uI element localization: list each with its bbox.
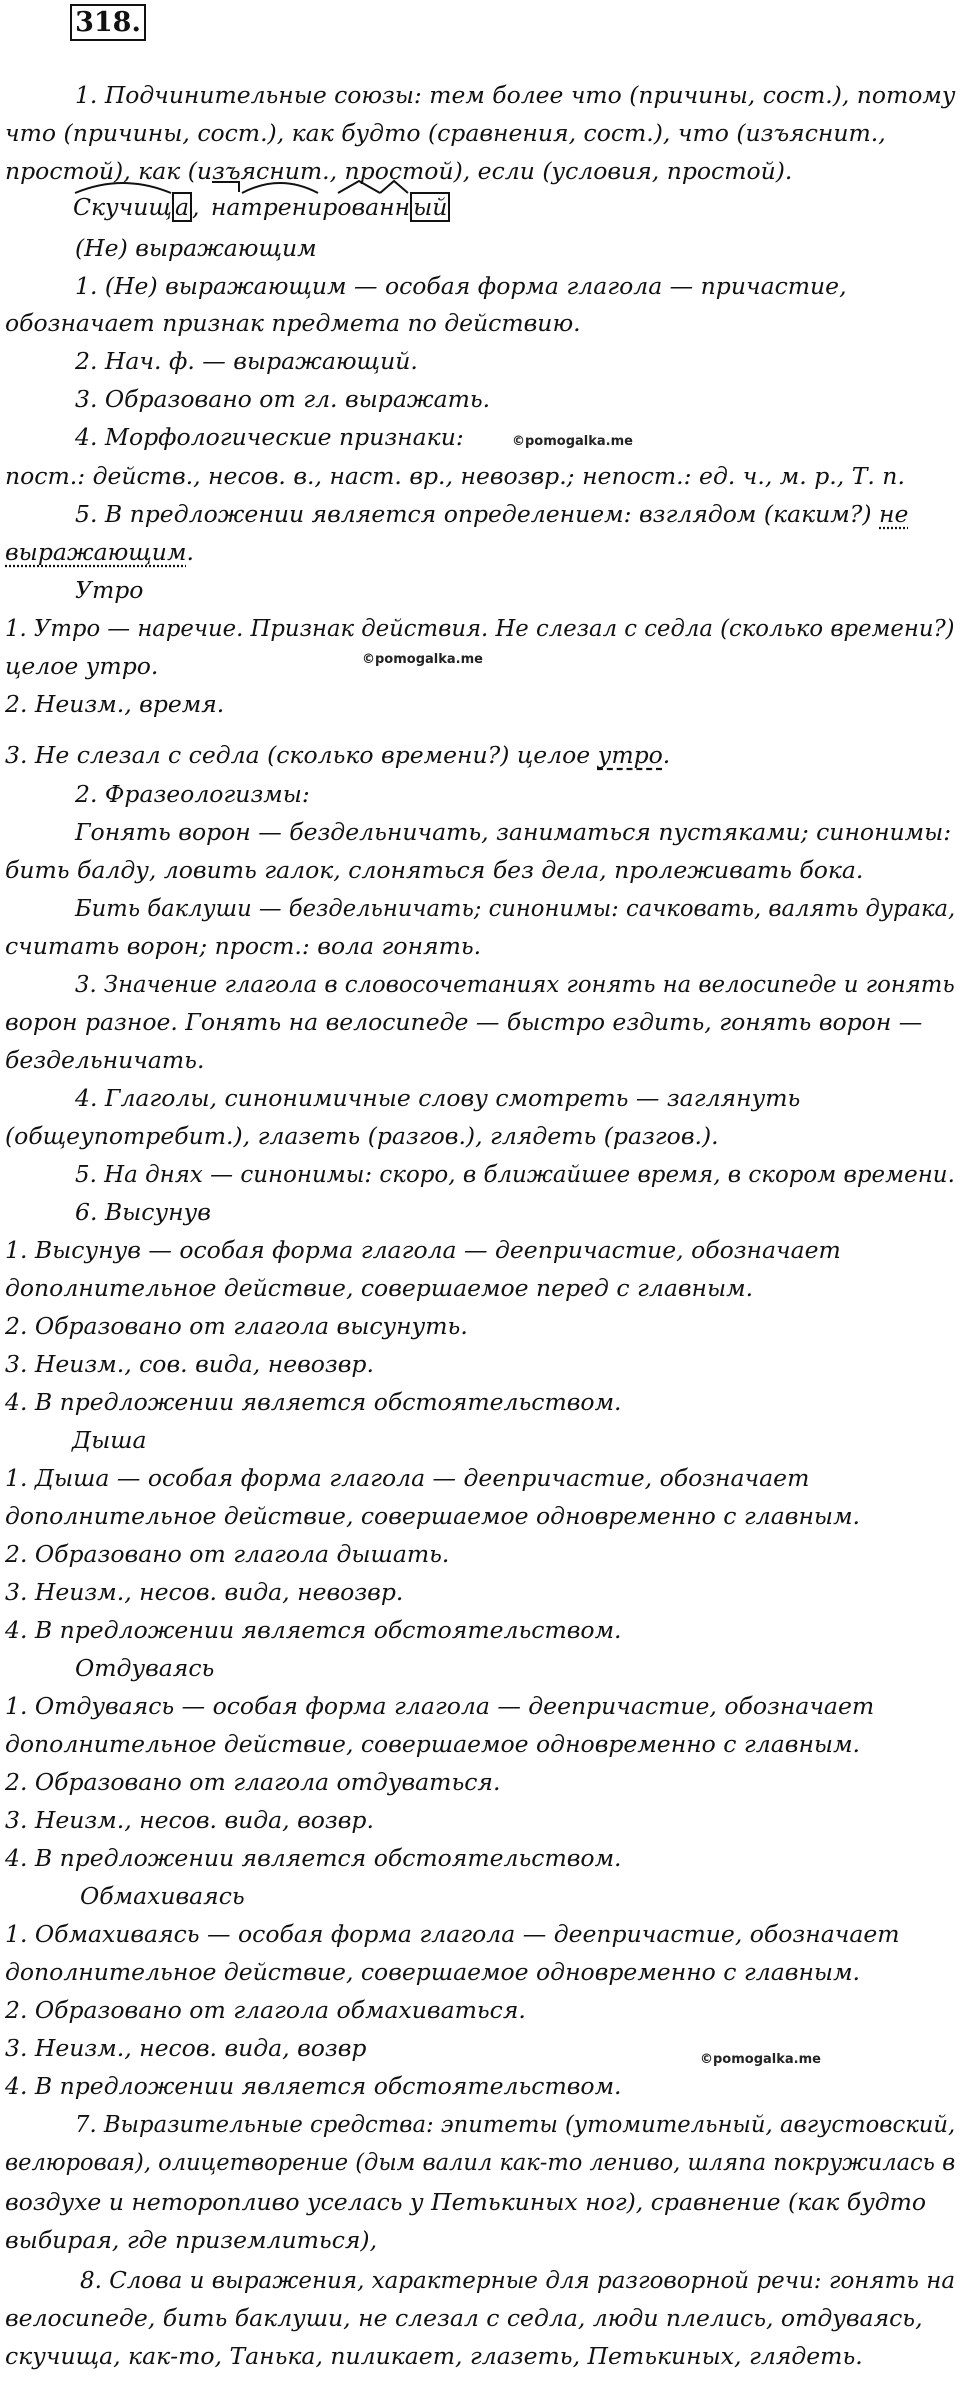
analysis-ending-2: ый <box>410 192 450 222</box>
text-line: дополнительное действие, совершаемое перед с главным. <box>5 1274 754 1302</box>
text-line: Отдуваясь <box>75 1654 215 1682</box>
text-line: выражающим. <box>5 538 194 566</box>
text-line: Бить баклуши — бездельничать; синонимы: сачковать, валять дурака, <box>75 894 956 922</box>
exercise-number: 318. <box>70 4 146 41</box>
text-line: 5. В предложении является определением: взглядом (каким?) не <box>75 500 909 528</box>
text-line: 4. В предложении является обстоятельством. <box>5 1616 622 1644</box>
analysis-ending-1: а <box>172 192 192 222</box>
text-line: 4. Морфологические признаки: <box>75 423 464 451</box>
text-line: целое утро. <box>5 652 159 680</box>
text-line: 2. Образовано от глагола отдуваться. <box>5 1768 501 1796</box>
text-line: Дыша <box>72 1426 147 1454</box>
text-line: скучища, как-то, Танька, пиликает, глазеть, Петькиных, глядеть. <box>5 2342 863 2370</box>
analysis-prefix-2: на <box>211 193 241 221</box>
text-line: 1. (Не) выражающим — особая форма глагола — причастие, <box>75 272 847 300</box>
text-line: (общеупотребит.), глазеть (разгов.), глядеть (разгов.). <box>5 1122 719 1150</box>
text-line: 3. Значение глагола в словосочетаниях гонять на велосипеде и гонять <box>75 970 955 998</box>
text-line: (Не) выражающим <box>75 234 317 262</box>
text-line: 4. Глаголы, синонимичные слову смотреть — заглянуть <box>75 1084 801 1112</box>
text-line: 6. Высунув <box>75 1198 211 1226</box>
text-line: что (причины, сост.), как будто (сравнения, сост.), что (изъяснит., <box>5 119 886 147</box>
text-line: 2. Образовано от глагола дышать. <box>5 1540 450 1568</box>
text-line: 2. Образовано от глагола обмахиваться. <box>5 1996 526 2024</box>
text-line: 3. Образовано от гл. выражать. <box>75 385 491 413</box>
word-analysis <box>73 192 450 222</box>
analysis-root-2: тренир <box>240 193 337 221</box>
text-line: 4. В предложении является обстоятельством. <box>5 1844 622 1872</box>
text-line: 7. Выразительные средства: эпитеты (утомительный, августовский, <box>75 2110 956 2138</box>
text-line: 8. Слова и выражения, характерные для разговорной речи: гонять на <box>80 2266 956 2294</box>
text-line: дополнительное действие, совершаемое одновременно с главным. <box>5 1730 861 1758</box>
watermark: ©pomogalka.me <box>700 2052 821 2067</box>
text-line: простой), как (изъяснит., простой), если (условия, простой). <box>5 157 793 185</box>
text-line: Гонять ворон — бездельничать, заниматься пустяками; синонимы: <box>75 818 952 846</box>
text-line: ворон разное. Гонять на велосипеде — быстро ездить, гонять ворон — <box>5 1008 923 1036</box>
text-line: 1. Утро — наречие. Признак действия. Не слезал с седла (сколько времени?) <box>5 614 955 642</box>
watermark: ©pomogalka.me <box>512 434 633 449</box>
underlined-word: утро <box>597 741 663 769</box>
text-line: Обмахиваясь <box>80 1882 245 1910</box>
text-line: обозначает признак предмета по действию. <box>5 309 581 337</box>
analysis-separator: , <box>191 193 200 221</box>
watermark: ©pomogalka.me <box>362 652 483 667</box>
text-line: 2. Неизм., время. <box>5 690 225 718</box>
text-line: дополнительное действие, совершаемое одновременно с главным. <box>5 1958 861 1986</box>
text-line: выбирая, где приземлиться), <box>5 2226 378 2254</box>
analysis-root-1: Скучищ <box>73 193 172 221</box>
text-line: 5. На днях — синонимы: скоро, в ближайшее время, в скором времени. <box>75 1160 955 1188</box>
text-line: 1. Высунув — особая форма глагола — деепричастие, обозначает <box>5 1236 841 1264</box>
text-line: велюровая), олицетворение (дым валил как-то лениво, шляпа покружилась в <box>5 2148 956 2176</box>
analysis-suffix2-2: нн <box>379 193 410 221</box>
text-line: воздухе и неторопливо уселась у Петькиных ног), сравнение (как будто <box>5 2188 927 2216</box>
text-line: пост.: действ., несов. в., наст. вр., невозвр.; непост.: ед. ч., м. р., Т. п. <box>5 462 905 490</box>
text-line: 1. Обмахиваясь — особая форма глагола — деепричастие, обозначает <box>5 1920 900 1948</box>
text-line: 2. Нач. ф. — выражающий. <box>75 347 418 375</box>
text-line: считать ворон; прост.: вола гонять. <box>5 932 482 960</box>
text-line: 3. Неизм., несов. вида, возвр. <box>5 1806 374 1834</box>
text-line: бить балду, ловить галок, слоняться без дела, пролеживать бока. <box>5 856 864 884</box>
text-line: 1. Отдуваясь — особая форма глагола — деепричастие, обозначает <box>5 1692 875 1720</box>
text-line: Утро <box>75 576 144 604</box>
text-line: 2. Фразеологизмы: <box>75 780 310 808</box>
underlined-word: не <box>879 500 909 528</box>
text-line: 4. В предложении является обстоятельством. <box>5 2072 622 2100</box>
text-line: 3. Неизм., сов. вида, невозвр. <box>5 1350 374 1378</box>
underlined-word: выражающим <box>5 538 187 566</box>
text-line: 1. Дыша — особая форма глагола — деепричастие, обозначает <box>5 1464 810 1492</box>
text-line: 3. Неизм., несов. вида, невозвр. <box>5 1578 404 1606</box>
analysis-suffix-2: ова <box>337 193 379 221</box>
text-line: 1. Подчинительные союзы: тем более что (причины, сост.), потому <box>75 81 956 109</box>
text-line: дополнительное действие, совершаемое одновременно с главным. <box>5 1502 861 1530</box>
text-line: велосипеде, бить баклуши, не слезал с седла, люди плелись, отдуваясь, <box>5 2304 923 2332</box>
text-line: 2. Образовано от глагола высунуть. <box>5 1312 468 1340</box>
text-line: 3. Не слезал с седла (сколько времени?) целое утро. <box>5 741 671 769</box>
text-line: бездельничать. <box>5 1046 205 1074</box>
text-line: 3. Неизм., несов. вида, возвр <box>5 2034 367 2062</box>
text-line: 4. В предложении является обстоятельством. <box>5 1388 622 1416</box>
